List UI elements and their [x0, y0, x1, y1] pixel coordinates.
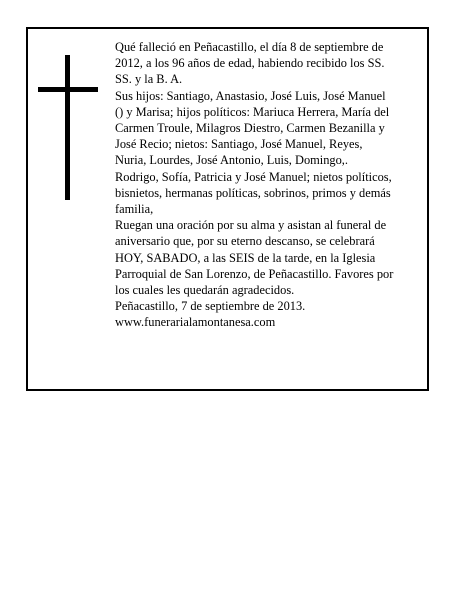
cross-vertical-bar	[65, 55, 70, 200]
place-and-date: Peñacastillo, 7 de septiembre de 2013.	[115, 299, 306, 314]
funeral-home-website: www.funerarialamontanesa.com	[115, 315, 276, 330]
funeral-invitation: Ruegan una oración por su alma y asistan al funeral de aniversario que, por su eterno descanso, se celebrará HOY, SABADO, a las SEIS de la tarde, en la Iglesia Parroquial de San Lorenzo, de Peñacastillo. Favores por los cuales les quedarán agradecidos.	[115, 218, 394, 298]
notice-text	[115, 39, 420, 331]
obituary-notice	[26, 27, 429, 391]
death-statement: Qué falleció en Peñacastillo, el día 8 de septiembre de 2012, a los 96 años de edad, habiendo recibido los SS. SS. y la B. A.	[115, 40, 385, 87]
cross-horizontal-bar	[38, 87, 98, 92]
cross-icon	[38, 55, 98, 200]
family-list: Sus hijos: Santiago, Anastasio, José Luis, José Manuel () y Marisa; hijos políticos: Mariuca Herrera, María del Carmen Troule, Milagros Diestro, Carmen Bezanilla y José Recio; nietos: Santiago, José Manuel, Reyes, Nuria, Lourdes, José Antonio, Luis, Domingo,. Rodrigo, Sofía, Patricia y José Manuel; nietos políticos, bisnietos, hermanas políticas, sobrinos, primos y demás familia,	[115, 88, 392, 217]
